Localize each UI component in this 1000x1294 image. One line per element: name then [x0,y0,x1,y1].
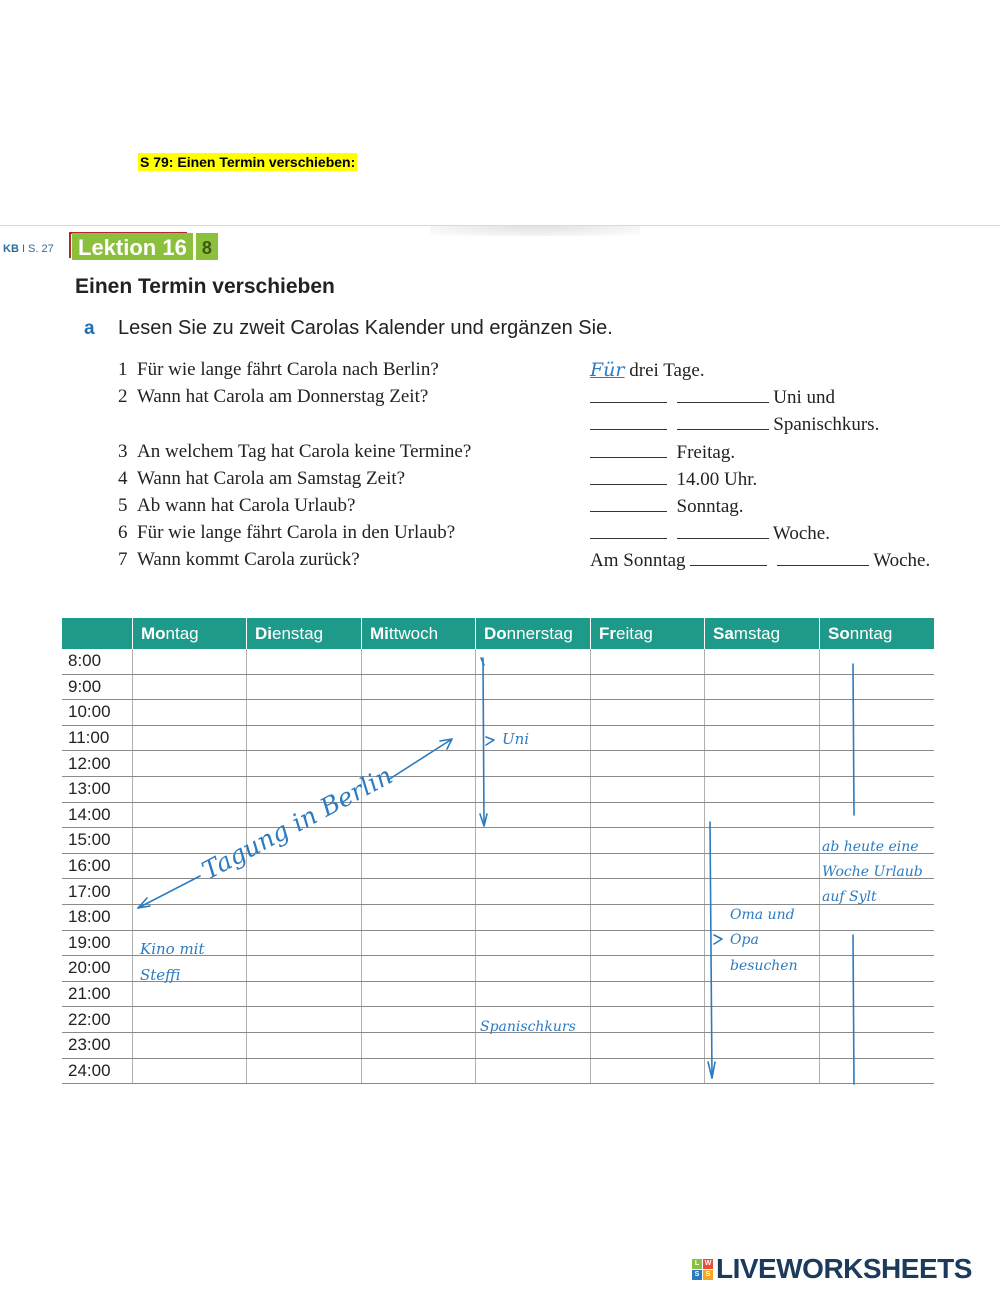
answer-7-start: Am Sonntag [590,550,686,571]
calendar-row [62,879,934,905]
day-header-donnerstag: Donnerstag [476,618,591,649]
answer-2-line-2 [590,413,879,436]
calendar-cell [247,1058,362,1084]
note-urlaub-1: ab heute eine [822,839,919,855]
calendar-cell [820,904,935,930]
note-uni: Uni [502,730,530,748]
calendar-header-row [62,618,934,649]
question-1 [118,359,439,381]
note-urlaub-3: auf Sylt [822,889,877,905]
weekly-calendar [62,618,934,1084]
calendar-table [62,618,934,1084]
calendar-cell [591,751,705,777]
calendar-cell [362,649,476,674]
calendar-cell [133,853,247,879]
liveworksheets-logo [692,1253,972,1285]
question-2 [118,386,428,408]
time-label: 17:00 [62,879,133,905]
calendar-cell [247,649,362,674]
calendar-cell [705,674,820,700]
calendar-cell [133,802,247,828]
calendar-cell [820,828,935,854]
calendar-cell [133,981,247,1007]
note-tagung: Tagung in Berlin [197,760,398,886]
question-number: 4 [118,468,128,489]
calendar-cell [476,649,591,674]
question-number: 2 [118,386,128,407]
note-spanischkurs: Spanischkurs [480,1019,576,1035]
calendar-cell [820,1032,935,1058]
calendar-row [62,751,934,777]
calendar-cell [362,1007,476,1033]
calendar-row [62,674,934,700]
calendar-cell [820,674,935,700]
question-text: Für wie lange fährt Carola in den Urlaub? [137,522,456,543]
calendar-cell [591,674,705,700]
calendar-cell [247,828,362,854]
calendar-row [62,853,934,879]
time-label: 24:00 [62,1058,133,1084]
calendar-cell [247,751,362,777]
calendar-cell [705,853,820,879]
lektion-badge [69,233,218,260]
question-text: Wann hat Carola am Samstag Zeit? [137,468,406,489]
calendar-cell [820,725,935,751]
calendar-cell [476,725,591,751]
calendar-cell [820,879,935,905]
calendar-cell [705,956,820,982]
calendar-cell [247,700,362,726]
calendar-cell [705,828,820,854]
note-urlaub-2: Woche Urlaub [822,864,923,880]
calendar-cell [476,1032,591,1058]
question-4 [118,468,405,490]
calendar-cell [820,802,935,828]
calendar-cell [247,725,362,751]
calendar-cell [362,1032,476,1058]
answer-blank[interactable] [590,386,667,403]
calendar-cell [247,879,362,905]
calendar-cell [247,981,362,1007]
calendar-cell [362,776,476,802]
question-number: 7 [118,549,128,570]
calendar-cell [362,725,476,751]
answer-2-line-1 [590,386,835,409]
question-text: Wann hat Carola am Donnerstag Zeit? [137,386,429,407]
calendar-cell [705,776,820,802]
calendar-row [62,802,934,828]
separator-shadow [430,226,640,236]
calendar-cell [247,1032,362,1058]
day-header-samstag: Samstag [705,618,820,649]
calendar-cell [820,853,935,879]
question-6 [118,522,455,544]
answer-7 [590,549,930,572]
answer-2-text-2: Spanischkurs. [773,414,880,435]
calendar-row [62,1007,934,1033]
calendar-cell [591,1007,705,1033]
calendar-cell [476,802,591,828]
time-label: 15:00 [62,828,133,854]
day-header-dienstag: Dienstag [247,618,362,649]
calendar-row [62,981,934,1007]
calendar-cell [705,981,820,1007]
calendar-cell [591,956,705,982]
calendar-cell [362,956,476,982]
calendar-row [62,700,934,726]
calendar-cell [476,956,591,982]
time-label: 13:00 [62,776,133,802]
calendar-cell [247,1007,362,1033]
time-label: 11:00 [62,725,133,751]
day-header-mittwoch: Mittwoch [362,618,476,649]
question-text: Wann kommt Carola zurück? [137,549,360,570]
answer-6-text: Woche. [772,523,830,544]
calendar-cell [591,1032,705,1058]
calendar-cell [820,930,935,956]
time-label: 9:00 [62,674,133,700]
calendar-cell [705,930,820,956]
time-label: 20:00 [62,956,133,982]
calendar-cell [362,751,476,777]
calendar-cell [133,1007,247,1033]
calendar-cell [247,802,362,828]
calendar-cell [705,725,820,751]
calendar-cell [362,981,476,1007]
calendar-cell [705,1032,820,1058]
answer-5 [590,495,744,518]
answer-blank[interactable] [590,495,667,512]
note-oma-2: Opa [730,932,759,948]
time-column-header [62,618,133,649]
calendar-cell [133,725,247,751]
calendar-row [62,725,934,751]
answer-blank[interactable] [590,413,667,430]
note-oma-1: Oma und [730,907,795,923]
calendar-row [62,649,934,674]
calendar-cell [591,649,705,674]
calendar-cell [820,649,935,674]
calendar-row [62,930,934,956]
calendar-cell [476,904,591,930]
task-letter: a [84,318,95,339]
answer-blank[interactable] [677,413,769,430]
calendar-cell [705,1058,820,1084]
calendar-row [62,956,934,982]
calendar-cell [820,1058,935,1084]
lektion-label: Lektion 16 [72,233,193,260]
calendar-cell [476,879,591,905]
calendar-cell [362,879,476,905]
answer-blank[interactable] [590,441,667,458]
question-number: 3 [118,441,128,462]
calendar-cell [362,802,476,828]
calendar-cell [476,674,591,700]
calendar-cell [705,649,820,674]
calendar-cell [133,751,247,777]
day-header-sonntag: Sonntag [820,618,935,649]
calendar-row [62,1032,934,1058]
calendar-cell [591,904,705,930]
calendar-cell [591,725,705,751]
question-text: Für wie lange fährt Carola nach Berlin? [137,359,439,380]
logo-letter: S [692,1270,702,1280]
calendar-cell [591,776,705,802]
logo-text: LIVEWORKSHEETS [716,1253,972,1284]
question-number: 6 [118,522,128,543]
calendar-cell [247,776,362,802]
question-3 [118,441,471,463]
time-label: 10:00 [62,700,133,726]
time-label: 12:00 [62,751,133,777]
question-text: Ab wann hat Carola Urlaub? [137,495,356,516]
calendar-cell [133,879,247,905]
kb-prefix: KB [3,243,19,255]
kb-page: I S. 27 [18,243,54,255]
calendar-cell [705,1007,820,1033]
kb-reference [3,243,54,255]
logo-letter: L [692,1259,702,1269]
calendar-body [62,649,934,1084]
calendar-cell [133,930,247,956]
answer-blank[interactable] [590,522,667,539]
calendar-cell [705,751,820,777]
task-instruction: Lesen Sie zu zweit Carolas Kalender und ergänzen Sie. [118,317,613,339]
answer-6 [590,522,830,545]
note-kino-2: Steffi [140,966,181,984]
calendar-row [62,776,934,802]
calendar-cell [476,828,591,854]
calendar-cell [133,904,247,930]
question-number: 1 [118,359,128,380]
time-label: 16:00 [62,853,133,879]
answer-1-handwritten: Für [590,359,625,381]
calendar-cell [820,751,935,777]
calendar-cell [476,751,591,777]
answer-blank[interactable] [677,522,769,539]
answer-3-text: Freitag. [676,442,736,463]
day-header-montag: Montag [133,618,247,649]
calendar-cell [133,674,247,700]
note-oma-3: besuchen [730,958,798,974]
answer-blank[interactable] [677,386,769,403]
answer-1 [590,359,705,382]
calendar-cell [705,700,820,726]
calendar-cell [591,1058,705,1084]
calendar-row [62,904,934,930]
time-label: 22:00 [62,1007,133,1033]
question-text: An welchem Tag hat Carola keine Termine? [137,441,472,462]
lektion-number: 8 [196,233,218,260]
answer-4 [590,468,757,491]
answer-blank[interactable] [590,468,667,485]
time-label: 14:00 [62,802,133,828]
calendar-cell [362,853,476,879]
answer-5-text: Sonntag. [676,496,744,517]
calendar-cell [362,674,476,700]
time-label: 23:00 [62,1032,133,1058]
logo-mark [692,1259,713,1280]
calendar-cell [247,853,362,879]
calendar-cell [362,930,476,956]
calendar-cell [476,776,591,802]
calendar-cell [362,904,476,930]
calendar-cell [476,981,591,1007]
calendar-cell [476,1007,591,1033]
calendar-cell [133,649,247,674]
calendar-cell [820,776,935,802]
answer-blank[interactable] [690,549,767,566]
calendar-cell [247,674,362,700]
question-number: 5 [118,495,128,516]
calendar-cell [247,930,362,956]
logo-letter: W [704,1259,712,1267]
question-5 [118,495,355,517]
calendar-cell [133,1032,247,1058]
calendar-cell [476,853,591,879]
calendar-cell [591,802,705,828]
calendar-cell [362,1058,476,1084]
calendar-cell [133,700,247,726]
question-7 [118,549,360,571]
section-heading: Einen Termin verschieben [75,275,335,298]
answer-2-text: Uni und [773,387,835,408]
calendar-cell [362,700,476,726]
calendar-cell [247,956,362,982]
calendar-cell [133,956,247,982]
calendar-cell [705,904,820,930]
calendar-row [62,1058,934,1084]
calendar-cell [476,1058,591,1084]
calendar-cell [820,956,935,982]
time-label: 21:00 [62,981,133,1007]
calendar-cell [705,879,820,905]
calendar-cell [476,700,591,726]
logo-letter: S [703,1270,713,1280]
calendar-cell [820,1007,935,1033]
calendar-cell [591,981,705,1007]
calendar-cell [820,700,935,726]
page-banner: S 79: Einen Termin verschieben: [140,154,356,170]
time-label: 19:00 [62,930,133,956]
calendar-cell [133,828,247,854]
calendar-cell [591,879,705,905]
calendar-cell [591,853,705,879]
note-kino-1: Kino mit [140,940,205,958]
answer-blank[interactable] [777,549,869,566]
calendar-cell [133,1058,247,1084]
calendar-cell [820,981,935,1007]
calendar-cell [591,700,705,726]
time-label: 18:00 [62,904,133,930]
calendar-cell [591,828,705,854]
calendar-cell [133,776,247,802]
calendar-cell [705,802,820,828]
answer-7-end: Woche. [873,550,931,571]
calendar-cell [247,904,362,930]
calendar-cell [362,828,476,854]
answer-3 [590,441,735,464]
day-header-freitag: Freitag [591,618,705,649]
answer-1-text: drei Tage. [629,360,705,381]
calendar-cell [476,930,591,956]
calendar-row [62,828,934,854]
answer-4-text: 14.00 Uhr. [676,469,758,490]
time-label: 8:00 [62,649,133,674]
calendar-cell [591,930,705,956]
